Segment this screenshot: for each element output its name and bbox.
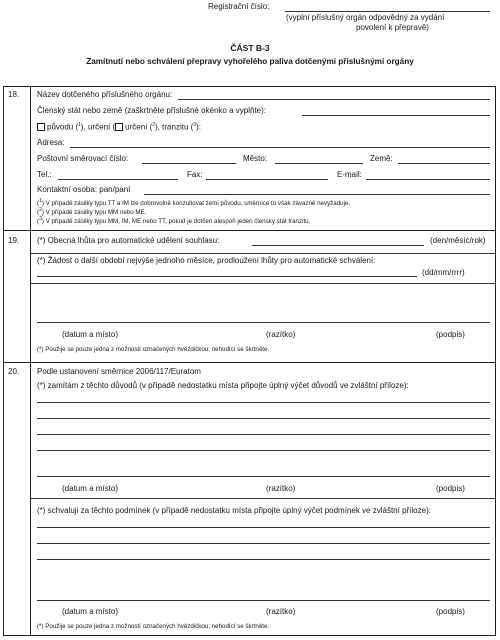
address-label: Adresa: [37, 138, 65, 147]
approve-date-place-label: (datum a místo) [62, 607, 119, 616]
tel-label: Tel.: [37, 170, 52, 179]
city-field[interactable] [275, 163, 363, 164]
section-18-number: 18. [8, 90, 20, 99]
contact-person-label: Kontaktní osoba: pan/paní [37, 185, 131, 194]
signature-line-19[interactable] [37, 322, 490, 323]
state-type-options: původu ($^1$), určení ( určení ($^2$), tranzitu ($^3$): [37, 122, 201, 132]
reject-signature-label: (podpis) [436, 484, 465, 493]
footnote-2: ($^2$) V případě zásilky typu MM nebo ME. [37, 207, 147, 217]
city-label: Město: [243, 154, 268, 163]
deadline-field[interactable] [252, 245, 424, 246]
section-19-number: 19. [8, 236, 20, 245]
approve-stamp-label: (razítko) [266, 607, 296, 616]
condition-line-3[interactable] [37, 559, 490, 560]
condition-line-2[interactable] [37, 543, 490, 544]
number-column-divider [30, 86, 31, 636]
date-place-label: (datum a místo) [62, 330, 119, 339]
extension-request-unit: (dd/mm/rrrr) [422, 268, 465, 277]
inner-divider-19a [30, 253, 496, 254]
footnote-3: ($^3$) V případě zásilky typu MM, IM, ME nebo TT, pokud je dotčen alespoň jeden členský stát tranzitu. [37, 216, 311, 226]
signature-label: (podpis) [436, 330, 465, 339]
reject-label: (*) zamítám z těchto důvodů (v případě nedostatku místa připojte úplný výčet důvodů ve zvláštní příloze): [37, 381, 409, 390]
extension-request-field[interactable] [37, 276, 417, 277]
registration-note-1: (vyplní příslušný orgán odpovědný za vydání [286, 13, 445, 22]
reject-stamp-label: (razítko) [266, 484, 296, 493]
postal-code-label: Poštovní směrovací číslo: [37, 154, 129, 163]
reject-signature-line[interactable] [37, 476, 490, 477]
authority-name-label: Název dotčeného příslušného orgánu: [37, 90, 173, 99]
registration-label: Registrační číslo: [208, 2, 270, 11]
reject-reason-line-3[interactable] [37, 434, 490, 435]
member-state-label: Členský stát nebo země (zaškrtněte příslušné okénko a vyplňte): [37, 106, 266, 115]
reject-reason-line-2[interactable] [37, 418, 490, 419]
registration-note-2: povolení k přepravě) [356, 23, 429, 32]
tel-field[interactable] [58, 179, 178, 180]
footnote-1: ($^1$) V případě zásilky typu TT a IM lze dobrovolně konzultovat zemi původu, směrnice to však závazně nevyžaduje. [37, 198, 351, 208]
approve-signature-label: (podpis) [436, 607, 465, 616]
email-field[interactable] [366, 179, 490, 180]
deadline-label: (*) Obecná lhůta pro automatické udělení souhlasu: [37, 236, 220, 245]
postal-code-field[interactable] [142, 163, 236, 164]
fax-field[interactable] [206, 179, 328, 180]
member-state-field[interactable] [302, 115, 490, 116]
condition-line-1[interactable] [37, 527, 490, 528]
authority-name-field[interactable] [178, 99, 490, 100]
stamp-label: (razítko) [266, 330, 296, 339]
extension-request-label: (*) Žádost o další období nejvýše jednoho měsíce, prodloužení lhůty pro automatické schválení: [37, 256, 376, 265]
reject-reason-line-4[interactable] [37, 450, 490, 451]
section-20-number: 20. [8, 367, 20, 376]
asterisk-note-20: (*) Použije se pouze jedna z možností označených hvězdičkou; nehodící se škrtněte. [37, 623, 270, 630]
approve-label: (*) schvaluji za těchto podmínek (v případě nedostatku místa připojte úplný výčet podmínek ve zvláštní příloze): [37, 506, 431, 515]
reject-date-place-label: (datum a místo) [62, 484, 119, 493]
part-title: ČÁST B-3 [230, 43, 270, 53]
directive-label: Podle ustanovení směrnice 2006/117/Euratom [37, 367, 201, 376]
deadline-unit: (den/měsíc/rok) [430, 236, 486, 245]
section-divider-19 [3, 230, 496, 231]
form-table [3, 86, 496, 636]
country-label: Země: [370, 154, 393, 163]
registration-line[interactable] [285, 11, 490, 12]
fax-label: Fax: [187, 170, 203, 179]
inner-divider-19b [30, 283, 496, 284]
approve-signature-line[interactable] [37, 600, 490, 601]
inner-divider-20 [30, 498, 496, 499]
part-subtitle: Zamítnutí nebo schválení přepravy vyhořelého paliva dotčenými příslušnými orgány [86, 57, 414, 66]
address-field[interactable] [70, 147, 490, 148]
origin-checkbox[interactable] [37, 123, 45, 131]
reject-reason-line-1[interactable] [37, 402, 490, 403]
email-label: E-mail: [337, 170, 362, 179]
asterisk-note-19: (*) Použije se pouze jedna z možností označených hvězdičkou; nehodící se škrtněte. [37, 346, 270, 353]
contact-person-field[interactable] [144, 194, 490, 195]
country-field[interactable] [398, 163, 490, 164]
destination-checkbox[interactable] [115, 123, 123, 131]
section-divider-20 [3, 362, 496, 363]
